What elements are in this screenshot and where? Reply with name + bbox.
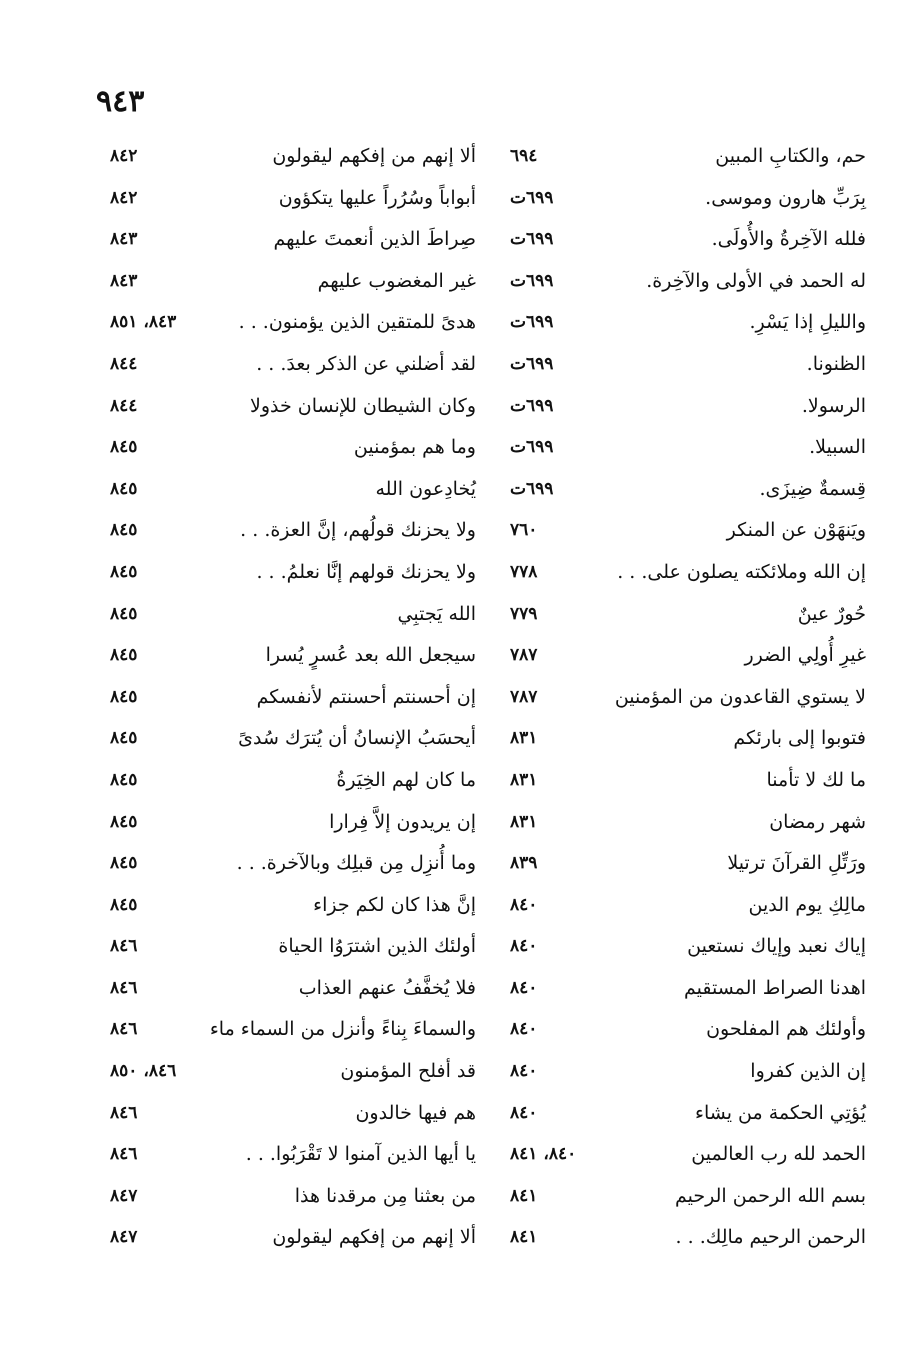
index-entry xyxy=(110,178,476,220)
entry-text: فلا يُخفَّفُ عنهم العذاب xyxy=(298,976,476,999)
index-entry xyxy=(510,302,866,344)
entry-text: صِراطَ الذين أنعمتَ عليهم xyxy=(273,228,476,251)
entry-page-ref: ٦٩٩ت xyxy=(510,187,554,208)
entry-page-ref: ٨٤٢ xyxy=(110,146,138,166)
index-entry xyxy=(510,1176,866,1218)
entry-page-ref: ٨٤٥ xyxy=(110,894,138,915)
index-entry xyxy=(110,136,476,178)
entry-text: السبيلا. xyxy=(809,436,866,459)
entry-page-ref: ٦٩٩ت xyxy=(510,395,554,416)
entry-page-ref: ٧٧٨ xyxy=(510,561,538,582)
entry-text: بسم الله الرحمن الرحيم xyxy=(675,1184,866,1207)
entry-page-ref: ٨٤٥ xyxy=(110,853,138,874)
entry-page-ref: ٨٤٠ xyxy=(510,1102,538,1123)
entry-text: إن يريدون إلاَّ فِرارا xyxy=(329,810,476,833)
index-entry xyxy=(110,302,476,344)
index-entry xyxy=(110,635,476,677)
entry-page-ref: ٨٤٠ xyxy=(510,936,538,957)
index-entry xyxy=(510,1009,866,1051)
entry-page-ref: ٨٤٥ xyxy=(110,520,138,541)
index-entry xyxy=(510,594,866,636)
entry-page-ref: ٦٩٩ت xyxy=(510,229,554,250)
page-number: ٩٤٣ xyxy=(96,84,145,119)
index-entry xyxy=(110,1176,476,1218)
entry-page-ref: ٦٩٩ت xyxy=(510,478,554,499)
index-entry xyxy=(510,344,866,386)
entry-page-ref: ٨٣٩ xyxy=(510,853,538,874)
entry-page-ref: ٨٤٦ xyxy=(110,1102,138,1123)
entry-page-ref: ٨٤٥ xyxy=(110,437,138,458)
entry-page-ref: ٨٤٣ xyxy=(110,270,138,291)
entry-page-ref: ٨٤٤ xyxy=(110,353,138,374)
index-entry xyxy=(110,677,476,719)
entry-page-ref: ٨٤٤ xyxy=(110,395,138,416)
index-entry xyxy=(510,760,866,802)
entry-page-ref: ٨٤٥ xyxy=(110,645,138,666)
entry-text: سيجعل الله بعد عُسرٍ يُسرا xyxy=(265,644,476,667)
entry-text: أولئك الذين اشترَوُا الحياة xyxy=(278,935,476,958)
entry-text: ولا يحزنك قولُهم، إنَّ العزة. . . xyxy=(240,519,476,542)
index-entry xyxy=(110,802,476,844)
entry-text: وأولئك هم المفلحون xyxy=(706,1018,866,1041)
entry-page-ref: ٨٤١ xyxy=(510,1227,538,1248)
entry-page-ref: ٦٩٩ت xyxy=(510,270,554,291)
entry-text: لا يستوي القاعدون من المؤمنين xyxy=(614,685,866,708)
index-entry xyxy=(110,510,476,552)
index-entry xyxy=(510,968,866,1010)
entry-text: والليلِ إذا يَسْرِ. xyxy=(749,311,866,334)
index-entry xyxy=(110,1093,476,1135)
entry-page-ref: ٨٤٣، ٨٥١ xyxy=(110,312,177,333)
index-entry xyxy=(110,427,476,469)
entry-text: له الحمد في الأولى والآخِرة. xyxy=(646,269,866,292)
index-entry xyxy=(110,219,476,261)
index-entry xyxy=(510,926,866,968)
entry-page-ref: ٨٤٢ xyxy=(110,187,138,208)
entry-text: شهر رمضان xyxy=(769,810,866,833)
entry-page-ref: ٨٤٠ xyxy=(510,977,538,998)
index-entry xyxy=(510,510,866,552)
entry-text: أبواباً وسُرُراً عليها يتكؤون xyxy=(278,186,476,209)
entry-text: مالِكِ يوم الدين xyxy=(748,893,866,916)
entry-page-ref: ٨٤٦، ٨٥٠ xyxy=(110,1061,177,1082)
entry-text: لقد أضلني عن الذكر بعدَ. . . xyxy=(256,352,476,375)
index-entry xyxy=(110,843,476,885)
index-entry xyxy=(510,427,866,469)
index-entry xyxy=(510,552,866,594)
index-entry xyxy=(110,1051,476,1093)
entry-text: الظنونا. xyxy=(806,352,866,375)
entry-text: قِسمةٌ ضِيزَى. xyxy=(759,477,866,500)
index-entry xyxy=(110,386,476,428)
entry-text: يُؤتِي الحكمة من يشاء xyxy=(695,1101,866,1124)
entry-text: إن الله وملائكته يصلون على. . . xyxy=(617,560,866,583)
entry-text: إنَّ هذا كان لكم جزاء xyxy=(313,893,476,916)
entry-text: أيحسَبُ الإنسانُ أن يُترَك سُدىً xyxy=(238,727,476,750)
index-entry xyxy=(510,1093,866,1135)
entry-page-ref: ٨٤٧ xyxy=(110,1185,138,1206)
entry-text: إن الذين كفروا xyxy=(750,1060,866,1083)
entry-text: هم فيها خالدون xyxy=(355,1101,476,1124)
entry-page-ref: ٨٤٦ xyxy=(110,1144,138,1165)
entry-text: غير المغضوب عليهم xyxy=(317,269,476,292)
index-entry xyxy=(510,469,866,511)
index-entry xyxy=(510,1051,866,1093)
entry-page-ref: ٨٤٠، ٨٤١ xyxy=(510,1144,577,1165)
entry-page-ref: ٨٤٧ xyxy=(110,1227,138,1248)
entry-page-ref: ٧٧٩ xyxy=(510,603,538,624)
entry-page-ref: ٨٤٥ xyxy=(110,561,138,582)
index-entry xyxy=(110,1217,476,1259)
entry-page-ref: ٨٤٠ xyxy=(510,1061,538,1082)
entry-text: بِرَبِّ هارون وموسى. xyxy=(705,186,866,209)
entry-text: وكان الشيطان للإنسان خذولا xyxy=(250,394,476,417)
index-entry xyxy=(110,885,476,927)
index-entry xyxy=(510,677,866,719)
entry-page-ref: ٨٣١ xyxy=(510,811,538,832)
entry-page-ref: ٨٤٥ xyxy=(110,811,138,832)
entry-page-ref: ٨٤٣ xyxy=(110,229,138,250)
entry-page-ref: ٨٣١ xyxy=(510,728,538,749)
entry-page-ref: ٦٩٤ xyxy=(510,146,538,166)
index-entry xyxy=(110,261,476,303)
index-entry xyxy=(110,926,476,968)
index-entry xyxy=(510,635,866,677)
entry-text: قد أفلح المؤمنون xyxy=(340,1060,476,1083)
entry-page-ref: ٧٨٧ xyxy=(510,686,538,707)
index-entry xyxy=(110,1009,476,1051)
entry-page-ref: ٧٨٧ xyxy=(510,645,538,666)
entry-text: ورَتِّلِ القرآنَ ترتيلا xyxy=(727,852,866,875)
entry-page-ref: ٨٣١ xyxy=(510,769,538,790)
index-entry xyxy=(110,1134,476,1176)
index-entry xyxy=(510,1134,866,1176)
entry-text: ما لك لا تأمنا xyxy=(766,768,866,791)
entry-text: الله يَجتبِي xyxy=(397,602,476,625)
index-entry xyxy=(510,261,866,303)
index-entry xyxy=(510,718,866,760)
entry-text: غيرِ أُولِي الضرر xyxy=(744,644,866,667)
index-entry xyxy=(110,469,476,511)
entry-text: الرحمن الرحيم مالِك. . . xyxy=(675,1226,866,1249)
index-entry xyxy=(510,802,866,844)
entry-page-ref: ٨٤٥ xyxy=(110,769,138,790)
entry-text: ألا إنهم من إفكهم ليقولون xyxy=(272,145,476,167)
index-entry xyxy=(110,760,476,802)
entry-text: ما كان لهم الخِيَرةُ xyxy=(336,768,476,791)
entry-page-ref: ٨٤٠ xyxy=(510,894,538,915)
index-entry xyxy=(110,594,476,636)
index-entry xyxy=(510,843,866,885)
entry-text: ألا إنهم من إفكهم ليقولون xyxy=(272,1226,476,1249)
entry-text: فلله الآخِرةُ والأُولَى. xyxy=(711,228,866,251)
entry-text: من بعثنا مِن مرقدنا هذا xyxy=(294,1184,476,1207)
entry-page-ref: ٦٩٩ت xyxy=(510,312,554,333)
entry-text: حُورٌ عينٌ xyxy=(797,602,866,625)
index-entry xyxy=(510,136,866,178)
entry-text: ولا يحزنك قولهم إنَّا نعلمُ. . . xyxy=(256,560,476,583)
entry-text: هدىً للمتقين الذين يؤمنون. . . xyxy=(238,311,476,334)
index-entry xyxy=(110,968,476,1010)
entry-text: فتوبوا إلى بارئكم xyxy=(733,727,866,750)
entry-text: إياك نعبد وإياك نستعين xyxy=(687,935,866,958)
entry-text: يُخادِعون الله xyxy=(375,477,476,500)
entry-text: يا أيها الذين آمنوا لا تَقْرَبُوا. . . xyxy=(245,1143,476,1166)
entry-page-ref: ٨٤٥ xyxy=(110,478,138,499)
entry-page-ref: ٨٤٥ xyxy=(110,603,138,624)
entry-text: وما أُنزِل مِن قبلِك وبالآخرة. . . xyxy=(236,852,476,875)
entry-page-ref: ٦٩٩ت xyxy=(510,437,554,458)
entry-page-ref: ٨٤٥ xyxy=(110,728,138,749)
entry-page-ref: ٨٤٠ xyxy=(510,1019,538,1040)
index-entry xyxy=(510,885,866,927)
index-entry xyxy=(110,344,476,386)
entry-page-ref: ٨٤٦ xyxy=(110,1019,138,1040)
entry-page-ref: ٨٤٦ xyxy=(110,977,138,998)
entry-text: حم، والكتابِ المبين xyxy=(715,145,866,167)
entry-page-ref: ٨٤١ xyxy=(510,1185,538,1206)
index-entry xyxy=(510,178,866,220)
entry-page-ref: ٧٦٠ xyxy=(510,520,538,541)
entry-text: وما هم بمؤمنين xyxy=(353,436,476,459)
entry-text: اهدنا الصراط المستقيم xyxy=(683,976,866,999)
index-column-right xyxy=(510,136,866,1259)
index-entry xyxy=(510,219,866,261)
index-entry xyxy=(110,718,476,760)
index-entry xyxy=(110,552,476,594)
entry-text: إن أحسنتم أحسنتم لأنفسكم xyxy=(256,685,476,708)
entry-page-ref: ٨٤٦ xyxy=(110,936,138,957)
index-entry xyxy=(510,386,866,428)
entry-page-ref: ٨٤٥ xyxy=(110,686,138,707)
entry-text: الرسولا. xyxy=(801,394,866,417)
index-entry xyxy=(510,1217,866,1259)
entry-page-ref: ٦٩٩ت xyxy=(510,353,554,374)
entry-text: ويَنهَوْن عن المنكر xyxy=(726,519,866,542)
entry-text: الحمد لله رب العالمين xyxy=(691,1143,866,1166)
index-column-left xyxy=(110,136,476,1259)
entry-text: والسماءَ بِناءً وأنزل من السماء ماء xyxy=(209,1018,476,1041)
